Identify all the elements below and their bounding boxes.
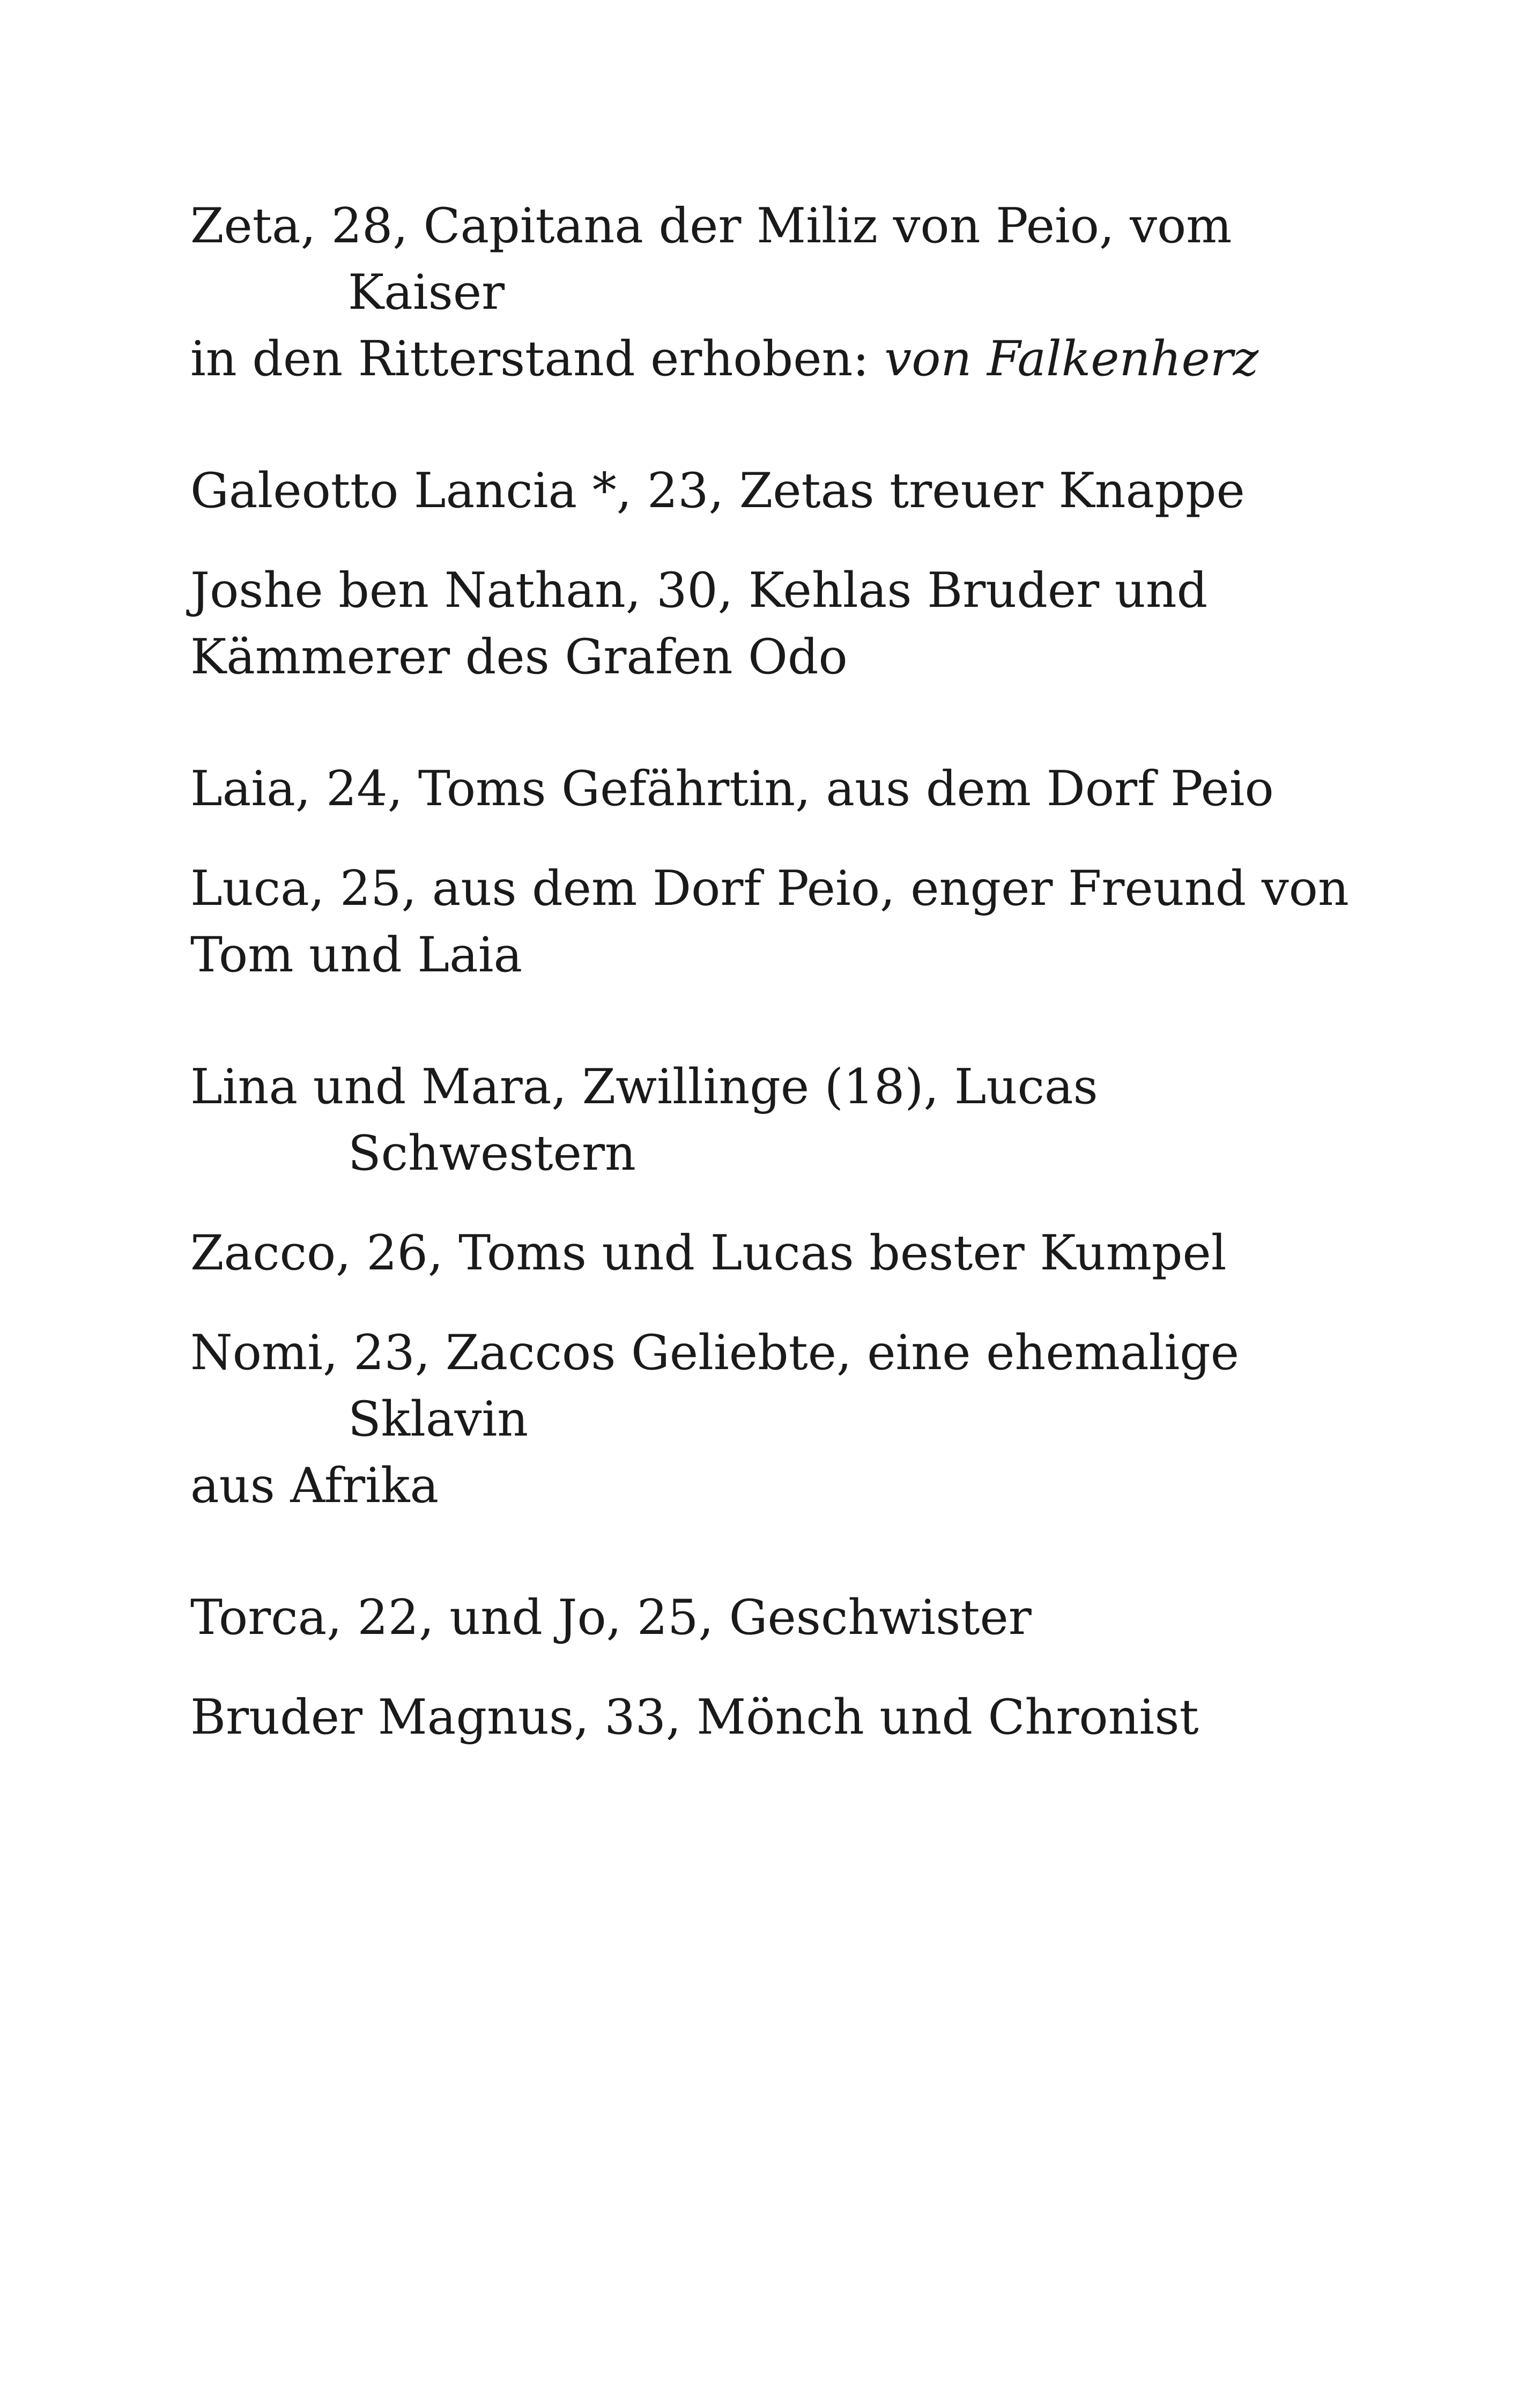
entry-line-continued: Kämmerer des Grafen Odo <box>190 629 848 685</box>
character-entry-magnus <box>190 1684 1397 1751</box>
entry-line: Galeotto Lancia *, 23, Zetas treuer Knappe <box>190 463 1245 519</box>
character-entry-zacco <box>190 1220 1397 1287</box>
entry-spacer <box>190 690 1397 756</box>
entry-line-continued: aus Afrika <box>190 1458 439 1514</box>
character-entry-galeotto <box>190 458 1397 524</box>
character-entry-luca <box>190 856 1397 989</box>
entry-spacer <box>190 1519 1397 1585</box>
character-entry-zeta <box>190 193 1397 392</box>
entry-text: in den Ritterstand erhoben: <box>190 331 885 387</box>
character-entry-joshe <box>190 558 1397 690</box>
character-entry-torca-jo <box>190 1585 1397 1651</box>
entry-line: Luca, 25, aus dem Dorf Peio, enger Freund von <box>190 860 1349 917</box>
entry-spacer <box>190 392 1397 458</box>
character-entry-lina-mara <box>190 1054 1397 1187</box>
entry-spacer <box>190 822 1397 856</box>
entry-line: Bruder Magnus, 33, Mönch und Chronist <box>190 1689 1199 1745</box>
entry-spacer <box>190 1187 1397 1220</box>
entry-line: Lina und Mara, Zwillinge (18), Lucas Schwestern <box>190 1059 1098 1181</box>
entry-spacer <box>190 524 1397 558</box>
entry-spacer <box>190 989 1397 1054</box>
character-entry-nomi <box>190 1320 1397 1519</box>
entry-line-continued: Tom und Laia <box>190 927 523 983</box>
entry-line: Nomi, 23, Zaccos Geliebte, eine ehemalige Sklavin <box>190 1325 1240 1447</box>
entry-spacer <box>190 1287 1397 1320</box>
character-list <box>190 193 1397 1751</box>
character-entry-laia <box>190 756 1397 822</box>
entry-line: Joshe ben Nathan, 30, Kehlas Bruder und <box>190 562 1208 619</box>
entry-line: Laia, 24, Toms Gefährtin, aus dem Dorf Peio <box>190 761 1274 817</box>
entry-line-continued <box>190 326 1397 392</box>
entry-line: Torca, 22, und Jo, 25, Geschwister <box>190 1589 1032 1646</box>
entry-line: Zeta, 28, Capitana der Miliz von Peio, vom Kaiser <box>190 198 1232 321</box>
entry-line: Zacco, 26, Toms und Lucas bester Kumpel <box>190 1225 1227 1281</box>
entry-italic-text: von Falkenherz <box>884 331 1259 387</box>
entry-spacer <box>190 1651 1397 1684</box>
